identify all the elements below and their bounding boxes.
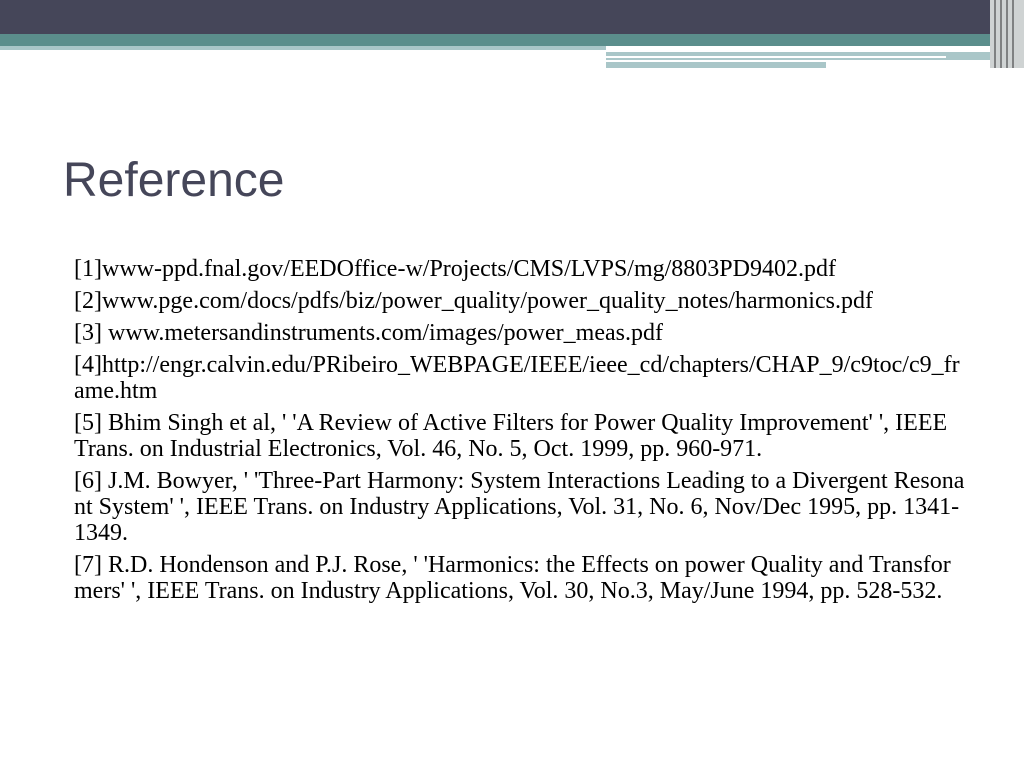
reference-item: [2]www.pge.com/docs/pdfs/biz/power_quality/power_quality_notes/harmonics.pdf (74, 288, 873, 314)
corner-line (994, 0, 996, 68)
header-dark-band (0, 0, 1024, 34)
slide-title: Reference (63, 154, 285, 207)
reference-item: [4]http://engr.calvin.edu/PRibeiro_WEBPAGE/IEEE/ieee_cd/chapters/CHAP_9/c9toc/c9_frame.htm (74, 352, 960, 404)
reference-item: [5] Bhim Singh et al, ' 'A Review of Active Filters for Power Quality Improvement' ', IEEE Trans. on Industrial Electronics, Vol. 46, No. 5, Oct. 1999, pp. 960-971. (74, 410, 948, 462)
corner-line (1012, 0, 1014, 68)
reference-item: [7] R.D. Hondenson and P.J. Rose, ' 'Harmonics: the Effects on power Quality and Transformers' ', IEEE Trans. on Industry Applications, Vol. 30, No.3, May/June 1994, pp. 528-532. (74, 552, 951, 604)
corner-decoration (990, 0, 1024, 68)
reference-item: [3] www.metersandinstruments.com/images/power_meas.pdf (74, 320, 663, 346)
corner-line (1006, 0, 1008, 68)
header-accent-strip-short (606, 62, 826, 68)
reference-item: [1]www-ppd.fnal.gov/EEDOffice-w/Projects/CMS/LVPS/mg/8803PD9402.pdf (74, 256, 836, 282)
corner-line (1000, 0, 1002, 68)
header-accent-line (606, 56, 946, 58)
reference-list (74, 256, 966, 610)
reference-item: [6] J.M. Bowyer, ' 'Three-Part Harmony: System Interactions Leading to a Divergent Resonant System' ', IEEE Trans. on Industry Applications, Vol. 31, No. 6, Nov/Dec 1995, pp. 1341-1349. (74, 468, 965, 546)
header-teal-band (0, 34, 1024, 46)
header-gap (606, 46, 1006, 50)
